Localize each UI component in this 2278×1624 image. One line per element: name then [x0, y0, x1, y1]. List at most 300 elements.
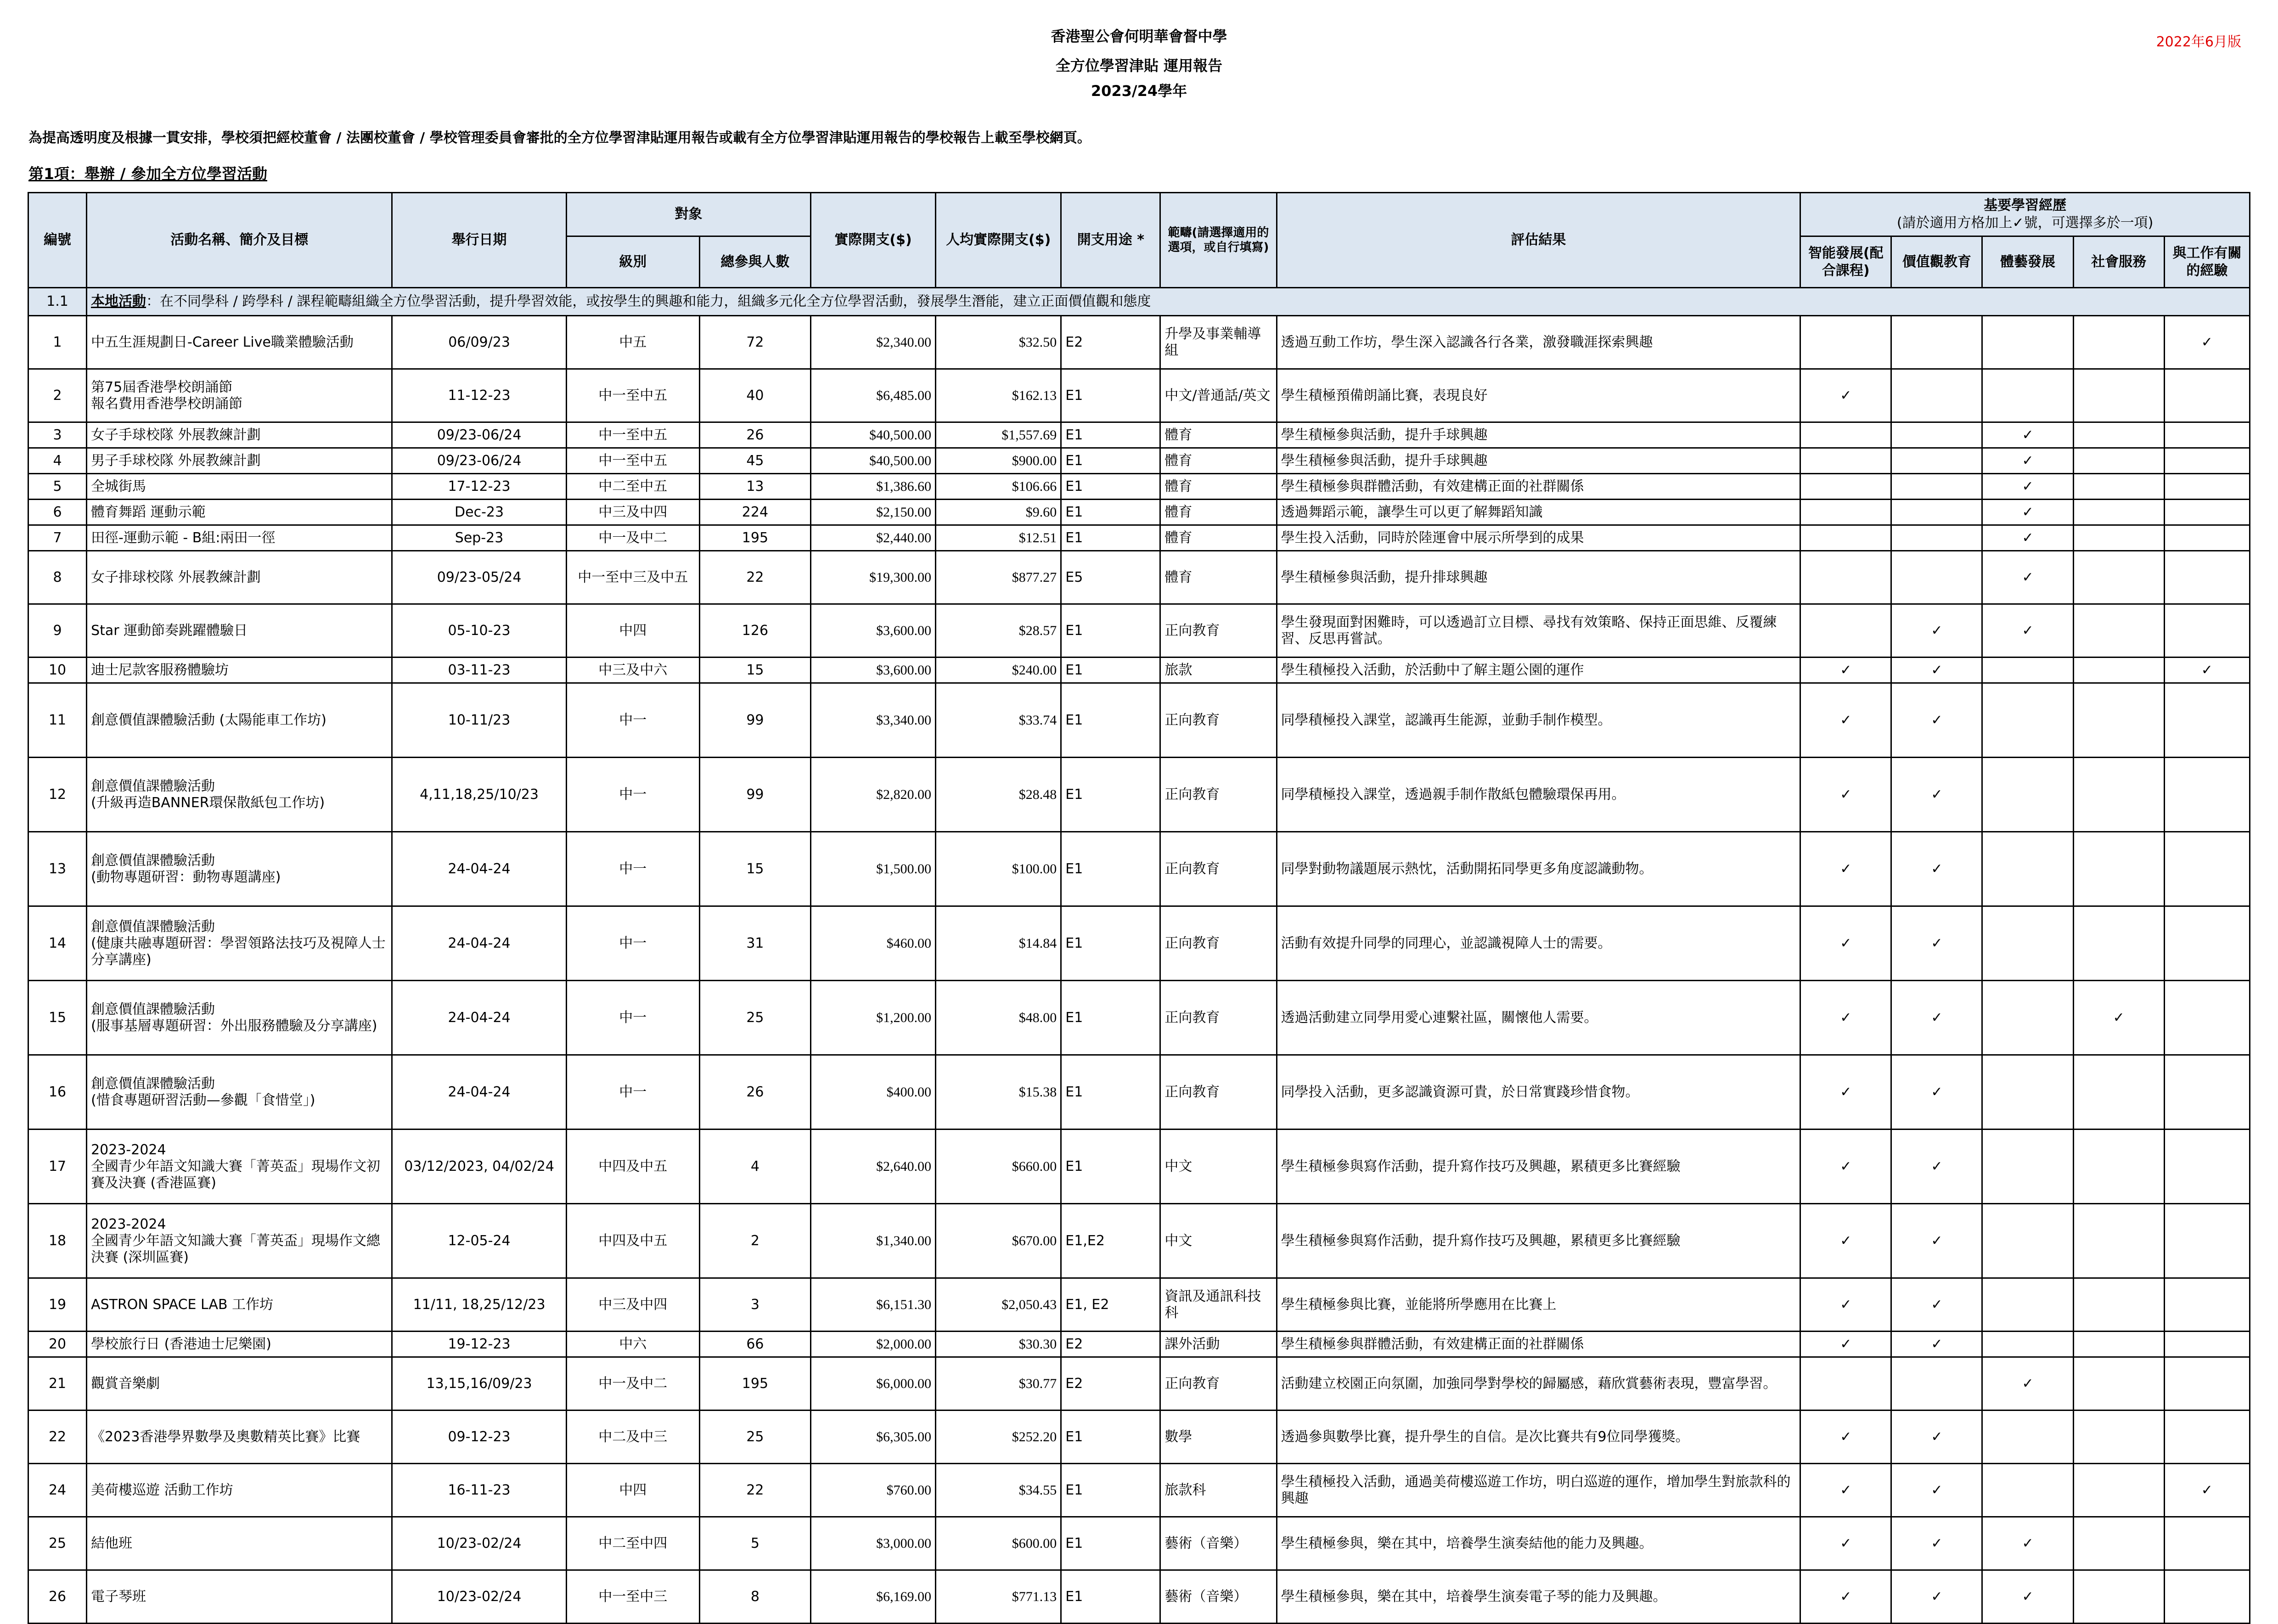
actual-expense: $6,305.00 [810, 1410, 935, 1464]
row-no: 2 [28, 369, 87, 422]
actual-expense: $6,169.00 [810, 1570, 935, 1624]
experience-4-cell [2073, 758, 2164, 832]
experience-5-cell [2164, 604, 2250, 657]
experience-4-cell [2073, 1517, 2164, 1570]
row-no: 11 [28, 683, 87, 758]
activity-date: 24-04-24 [392, 906, 566, 981]
row-no: 16 [28, 1055, 87, 1129]
experience-5-cell [2164, 683, 2250, 758]
experience-1-cell [1800, 1278, 1891, 1332]
experience-4-cell [2073, 657, 2164, 683]
table-row [28, 1332, 2250, 1357]
activity-domain: 課外活動 [1160, 1332, 1277, 1357]
row-no: 8 [28, 551, 87, 604]
per-head-expense: $162.13 [936, 369, 1061, 422]
activity-domain: 正向教育 [1160, 906, 1277, 981]
target-level: 中四 [566, 604, 699, 657]
activity-name: 男子手球校隊 外展教練計劃 [87, 448, 392, 474]
target-level: 中六 [566, 1332, 699, 1357]
experience-2-cell [1891, 1055, 1982, 1129]
experience-4-cell [2073, 474, 2164, 500]
experience-4-cell [2073, 525, 2164, 551]
participant-count: 72 [699, 316, 810, 369]
experience-5-cell [2164, 906, 2250, 981]
row-no: 19 [28, 1278, 87, 1332]
check-icon: ✓ [1931, 1428, 1943, 1445]
participant-count: 195 [699, 525, 810, 551]
evaluation-result: 透過舞蹈示範，讓學生可以更了解舞蹈知識 [1277, 500, 1800, 525]
col-evaluation: 評估結果 [1277, 193, 1800, 288]
experience-4-cell [2073, 369, 2164, 422]
target-level: 中一 [566, 906, 699, 981]
actual-expense: $2,000.00 [810, 1332, 935, 1357]
evaluation-result: 同學積極投入課堂，認識再生能源，並動手制作模型。 [1277, 683, 1800, 758]
experience-1-cell [1800, 1129, 1891, 1204]
participant-count: 3 [699, 1278, 810, 1332]
activity-date: 16-11-23 [392, 1464, 566, 1517]
report-title: 全方位學習津貼 運用報告 [1055, 57, 1223, 74]
activity-date: 09/23-06/24 [392, 448, 566, 474]
experience-3-cell [1982, 683, 2073, 758]
experience-2-cell [1891, 1464, 1982, 1517]
table-row [28, 369, 2250, 422]
per-head-expense: $33.74 [936, 683, 1061, 758]
activity-name: Star 運動節奏跳躍體驗日 [87, 604, 392, 657]
expense-purpose: E1 [1061, 525, 1160, 551]
activity-date: 10/23-02/24 [392, 1570, 566, 1624]
activity-date: 09-12-23 [392, 1410, 566, 1464]
experience-2-cell [1891, 474, 1982, 500]
experience-3-cell [1982, 1517, 2073, 1570]
experience-5-cell [2164, 474, 2250, 500]
actual-expense: $1,340.00 [810, 1204, 935, 1278]
participant-count: 26 [699, 422, 810, 448]
experience-5-cell [2164, 981, 2250, 1055]
expense-purpose: E1 [1061, 1129, 1160, 1204]
per-head-expense: $28.57 [936, 604, 1061, 657]
experience-3-cell [1982, 1129, 2073, 1204]
table-row [28, 1055, 2250, 1129]
row-no: 20 [28, 1332, 87, 1357]
section-no: 1.1 [28, 288, 87, 316]
per-head-expense: $600.00 [936, 1517, 1061, 1570]
row-no: 12 [28, 758, 87, 832]
activity-domain: 中文 [1160, 1129, 1277, 1204]
activity-domain: 中文 [1160, 1204, 1277, 1278]
check-icon: ✓ [1931, 786, 1943, 803]
experience-1-cell [1800, 448, 1891, 474]
experience-2-cell [1891, 1517, 1982, 1570]
evaluation-result: 學生積極預備朗誦比賽，表現良好 [1277, 369, 1800, 422]
experience-4-cell [2073, 906, 2164, 981]
experience-5-cell [2164, 1055, 2250, 1129]
activity-domain: 體育 [1160, 500, 1277, 525]
experience-1-cell [1800, 604, 1891, 657]
evaluation-result: 活動有效提升同學的同理心，並認識視障人士的需要。 [1277, 906, 1800, 981]
table-row [28, 1204, 2250, 1278]
table-row [28, 832, 2250, 906]
school-year: 2023/24學年 [1091, 82, 1187, 100]
check-icon: ✓ [1931, 1588, 1943, 1605]
experience-1-cell [1800, 981, 1891, 1055]
col-exp4: 社會服務 [2073, 236, 2164, 288]
experience-5-cell [2164, 1410, 2250, 1464]
activity-name: 田徑-運動示範 - B組:兩田一徑 [87, 525, 392, 551]
activity-name: 創意價值課體驗活動 (動物專題研習：動物專題講座) [87, 832, 392, 906]
evaluation-result: 學生積極參與活動，提升排球興趣 [1277, 551, 1800, 604]
table-row [28, 758, 2250, 832]
participant-count: 224 [699, 500, 810, 525]
experience-2-cell [1891, 683, 1982, 758]
experience-1-cell [1800, 1357, 1891, 1410]
actual-expense: $400.00 [810, 1055, 935, 1129]
expense-purpose: E1,E2 [1061, 1204, 1160, 1278]
activity-name: 創意價值課體驗活動 (健康共融專題研習：學習領路法技巧及視障人士分享講座) [87, 906, 392, 981]
check-icon: ✓ [1840, 786, 1852, 803]
evaluation-result: 活動建立校園正向氛圍，加強同學對學校的歸屬感，藉欣賞藝術表現，豐富學習。 [1277, 1357, 1800, 1410]
expense-purpose: E2 [1061, 316, 1160, 369]
activity-date: 11/11, 18,25/12/23 [392, 1278, 566, 1332]
activity-domain: 體育 [1160, 525, 1277, 551]
row-no: 6 [28, 500, 87, 525]
check-icon: ✓ [1840, 860, 1852, 877]
participant-count: 99 [699, 758, 810, 832]
activity-name: 第75屆香港學校朗誦節 報名費用香港學校朗誦節 [87, 369, 392, 422]
activity-name: 體育舞蹈 運動示範 [87, 500, 392, 525]
row-no: 1 [28, 316, 87, 369]
activity-domain: 數學 [1160, 1410, 1277, 1464]
target-level: 中一 [566, 1055, 699, 1129]
activity-name: 創意價值課體驗活動 (惜食專題研習活動—參觀「食惜堂」) [87, 1055, 392, 1129]
expense-purpose: E1 [1061, 369, 1160, 422]
activity-date: 24-04-24 [392, 1055, 566, 1129]
table-row [28, 1129, 2250, 1204]
experience-2-cell [1891, 551, 1982, 604]
activity-name: 全城街馬 [87, 474, 392, 500]
experience-3-cell [1982, 906, 2073, 981]
target-level: 中四及中五 [566, 1129, 699, 1204]
target-level: 中一及中二 [566, 525, 699, 551]
evaluation-result: 學生積極參與群體活動，有效建構正面的社群關係 [1277, 1332, 1800, 1357]
actual-expense: $2,440.00 [810, 525, 935, 551]
experience-1-cell [1800, 551, 1891, 604]
activity-domain: 體育 [1160, 448, 1277, 474]
expense-purpose: E1 [1061, 758, 1160, 832]
check-icon: ✓ [1840, 1588, 1852, 1605]
participant-count: 26 [699, 1055, 810, 1129]
check-icon: ✓ [1931, 1296, 1943, 1313]
activity-name: 美荷樓巡遊 活動工作坊 [87, 1464, 392, 1517]
actual-expense: $2,640.00 [810, 1129, 935, 1204]
target-level: 中二及中三 [566, 1410, 699, 1464]
activity-name: 創意價值課體驗活動 (升級再造BANNER環保散紙包工作坊) [87, 758, 392, 832]
col-activity: 活動名稱、簡介及目標 [87, 193, 392, 288]
section-desc [87, 288, 2250, 316]
expense-purpose: E1 [1061, 448, 1160, 474]
experience-5-cell [2164, 422, 2250, 448]
activity-date: 4,11,18,25/10/23 [392, 758, 566, 832]
per-head-expense: $100.00 [936, 832, 1061, 906]
experience-3-cell [1982, 500, 2073, 525]
experience-2-cell [1891, 1204, 1982, 1278]
check-icon: ✓ [2201, 334, 2213, 350]
check-icon: ✓ [1931, 622, 1943, 639]
actual-expense: $6,151.30 [810, 1278, 935, 1332]
actual-expense: $2,820.00 [810, 758, 935, 832]
check-icon: ✓ [2022, 1535, 2034, 1551]
activity-domain: 體育 [1160, 474, 1277, 500]
check-icon: ✓ [1840, 712, 1852, 728]
evaluation-result: 同學對動物議題展示熱忱，活動開拓同學更多角度認識動物。 [1277, 832, 1800, 906]
target-level: 中三及中六 [566, 657, 699, 683]
actual-expense: $1,200.00 [810, 981, 935, 1055]
activity-name: 中五生涯規劃日-Career Live職業體驗活動 [87, 316, 392, 369]
table-row [28, 657, 2250, 683]
col-exp3: 體藝發展 [1982, 236, 2073, 288]
evaluation-result: 同學積極投入課堂，透過親手制作散紙包體驗環保再用。 [1277, 758, 1800, 832]
experience-1-cell [1800, 832, 1891, 906]
participant-count: 31 [699, 906, 810, 981]
expense-purpose: E1 [1061, 832, 1160, 906]
activity-name: 學校旅行日 (香港迪士尼樂園) [87, 1332, 392, 1357]
experience-1-cell [1800, 1570, 1891, 1624]
table-row [28, 422, 2250, 448]
experience-2-cell [1891, 981, 1982, 1055]
participant-count: 25 [699, 1410, 810, 1464]
check-icon: ✓ [1931, 1482, 1943, 1498]
activity-table [28, 192, 2250, 1624]
evaluation-result: 學生發現面對困難時，可以透過訂立目標、尋找有效策略、保持正面思維、反覆練習、反思再嘗試。 [1277, 604, 1800, 657]
participant-count: 13 [699, 474, 810, 500]
target-level: 中一至中五 [566, 448, 699, 474]
check-icon: ✓ [2201, 1482, 2213, 1498]
check-icon: ✓ [1931, 662, 1943, 678]
experience-1-cell [1800, 369, 1891, 422]
experience-2-cell [1891, 525, 1982, 551]
activity-domain: 正向教育 [1160, 1055, 1277, 1129]
check-icon: ✓ [2022, 452, 2034, 469]
check-icon: ✓ [1931, 1084, 1943, 1100]
activity-date: Sep-23 [392, 525, 566, 551]
activity-date: 03-11-23 [392, 657, 566, 683]
experience-3-cell [1982, 832, 2073, 906]
check-icon: ✓ [1931, 1158, 1943, 1174]
actual-expense: $40,500.00 [810, 422, 935, 448]
per-head-expense: $9.60 [936, 500, 1061, 525]
experience-5-cell [2164, 369, 2250, 422]
evaluation-result: 學生投入活動，同時於陸運會中展示所學到的成果 [1277, 525, 1800, 551]
experience-4-cell [2073, 1278, 2164, 1332]
check-icon: ✓ [2022, 504, 2034, 520]
activity-date: 05-10-23 [392, 604, 566, 657]
experience-5-cell [2164, 657, 2250, 683]
row-no: 18 [28, 1204, 87, 1278]
experience-4-cell [2073, 683, 2164, 758]
activity-date: 17-12-23 [392, 474, 566, 500]
experience-3-cell [1982, 448, 2073, 474]
experience-1-cell [1800, 316, 1891, 369]
check-icon: ✓ [1840, 1084, 1852, 1100]
activity-domain: 體育 [1160, 422, 1277, 448]
activity-domain: 正向教育 [1160, 683, 1277, 758]
experience-2-cell [1891, 1332, 1982, 1357]
experience-1-cell [1800, 474, 1891, 500]
row-no: 4 [28, 448, 87, 474]
activity-domain: 資訊及通訊科技科 [1160, 1278, 1277, 1332]
table-row [28, 1570, 2250, 1624]
experience-3-cell [1982, 657, 2073, 683]
row-no: 3 [28, 422, 87, 448]
check-icon: ✓ [1931, 860, 1943, 877]
activity-date: 09/23-05/24 [392, 551, 566, 604]
experience-1-cell [1800, 1464, 1891, 1517]
participant-count: 8 [699, 1570, 810, 1624]
experience-3-cell [1982, 422, 2073, 448]
check-icon: ✓ [1840, 1482, 1852, 1498]
expense-purpose: E1 [1061, 1517, 1160, 1570]
per-head-expense: $30.30 [936, 1332, 1061, 1357]
activity-domain: 正向教育 [1160, 832, 1277, 906]
per-head-expense: $28.48 [936, 758, 1061, 832]
table-row [28, 448, 2250, 474]
evaluation-result: 學生積極參與，樂在其中，培養學生演奏電子琴的能力及興趣。 [1277, 1570, 1800, 1624]
evaluation-result: 學生積極參與活動，提升手球興趣 [1277, 448, 1800, 474]
evaluation-result: 學生積極投入活動，於活動中了解主題公園的運作 [1277, 657, 1800, 683]
target-level: 中三及中四 [566, 1278, 699, 1332]
experience-3-cell [1982, 1332, 2073, 1357]
experience-4-cell [2073, 551, 2164, 604]
table-row [28, 604, 2250, 657]
expense-purpose: E1 [1061, 1055, 1160, 1129]
activity-date: 24-04-24 [392, 981, 566, 1055]
activity-name: 觀賞音樂劇 [87, 1357, 392, 1410]
experience-5-cell [2164, 1129, 2250, 1204]
per-head-expense: $877.27 [936, 551, 1061, 604]
experience-5-cell [2164, 1332, 2250, 1357]
actual-expense: $3,600.00 [810, 604, 935, 657]
target-level: 中二至中五 [566, 474, 699, 500]
exp-group-note: (請於適用方格加上✓號，可選擇多於一項) [1896, 215, 2154, 231]
target-level: 中一至中五 [566, 369, 699, 422]
activity-date: 13,15,16/09/23 [392, 1357, 566, 1410]
row-no: 17 [28, 1129, 87, 1204]
expense-purpose: E1 [1061, 1410, 1160, 1464]
row-no: 25 [28, 1517, 87, 1570]
target-level: 中四 [566, 1464, 699, 1517]
table-row [28, 981, 2250, 1055]
expense-purpose: E1 [1061, 604, 1160, 657]
expense-purpose: E1 [1061, 657, 1160, 683]
section-text: ：在不同學科 / 跨學科 / 課程範疇組織全方位學習活動，提升學習效能，或按學生的興趣和能力，組織多元化全方位學習活動，發展學生潛能，建立正面價值觀和態度 [146, 293, 1151, 309]
participant-count: 22 [699, 1464, 810, 1517]
actual-expense: $3,340.00 [810, 683, 935, 758]
experience-4-cell [2073, 422, 2164, 448]
experience-3-cell [1982, 1410, 2073, 1464]
activity-date: 19-12-23 [392, 1332, 566, 1357]
table-row [28, 1464, 2250, 1517]
check-icon: ✓ [1840, 1158, 1852, 1174]
table-row [28, 551, 2250, 604]
experience-3-cell [1982, 1278, 2073, 1332]
activity-name: ASTRON SPACE LAB 工作坊 [87, 1278, 392, 1332]
experience-5-cell [2164, 551, 2250, 604]
col-exp-group [1800, 193, 2250, 236]
per-head-expense: $240.00 [936, 657, 1061, 683]
expense-purpose: E5 [1061, 551, 1160, 604]
activity-date: 06/09/23 [392, 316, 566, 369]
evaluation-result: 學生積極參與寫作活動，提升寫作技巧及興趣，累積更多比賽經驗 [1277, 1204, 1800, 1278]
experience-1-cell [1800, 1517, 1891, 1570]
expense-purpose: E1 [1061, 500, 1160, 525]
experience-2-cell [1891, 832, 1982, 906]
row-no: 13 [28, 832, 87, 906]
experience-5-cell [2164, 1464, 2250, 1517]
row-no: 26 [28, 1570, 87, 1624]
per-head-expense: $900.00 [936, 448, 1061, 474]
activity-date: 12-05-24 [392, 1204, 566, 1278]
expense-purpose: E2 [1061, 1332, 1160, 1357]
check-icon: ✓ [1840, 1535, 1852, 1551]
check-icon: ✓ [2022, 569, 2034, 585]
experience-4-cell [2073, 604, 2164, 657]
target-level: 中一 [566, 683, 699, 758]
experience-5-cell [2164, 832, 2250, 906]
activity-name: 結他班 [87, 1517, 392, 1570]
activity-date: 09/23-06/24 [392, 422, 566, 448]
upload-notice: 為提高透明度及根據一貫安排，學校須把經校董會 / 法團校董會 / 學校管理委員會審批的全方位學習津貼運用報告或載有全方位學習津貼運用報告的學校報告上載至學校網頁。 [28, 130, 1091, 146]
expense-purpose: E1 [1061, 683, 1160, 758]
per-head-expense: $32.50 [936, 316, 1061, 369]
actual-expense: $2,340.00 [810, 316, 935, 369]
target-level: 中一至中五 [566, 422, 699, 448]
col-exp2: 價值觀教育 [1891, 236, 1982, 288]
check-icon: ✓ [1840, 1296, 1852, 1313]
experience-1-cell [1800, 1332, 1891, 1357]
actual-expense: $6,485.00 [810, 369, 935, 422]
actual-expense: $1,386.60 [810, 474, 935, 500]
per-head-expense: $2,050.43 [936, 1278, 1061, 1332]
per-head-expense: $1,557.69 [936, 422, 1061, 448]
evaluation-result: 學生積極參與活動，提升手球興趣 [1277, 422, 1800, 448]
activity-date: 10-11/23 [392, 683, 566, 758]
row-no: 9 [28, 604, 87, 657]
row-no: 5 [28, 474, 87, 500]
experience-5-cell [2164, 316, 2250, 369]
experience-2-cell [1891, 657, 1982, 683]
experience-3-cell [1982, 1570, 2073, 1624]
actual-expense: $3,000.00 [810, 1517, 935, 1570]
experience-3-cell [1982, 758, 2073, 832]
check-icon: ✓ [2022, 622, 2034, 639]
experience-4-cell [2073, 981, 2164, 1055]
experience-2-cell [1891, 1570, 1982, 1624]
per-head-expense: $30.77 [936, 1357, 1061, 1410]
experience-5-cell [2164, 448, 2250, 474]
experience-2-cell [1891, 1278, 1982, 1332]
experience-2-cell [1891, 1410, 1982, 1464]
experience-2-cell [1891, 369, 1982, 422]
expense-purpose: E1 [1061, 1570, 1160, 1624]
experience-4-cell [2073, 1570, 2164, 1624]
participant-count: 45 [699, 448, 810, 474]
check-icon: ✓ [1931, 1009, 1943, 1026]
experience-4-cell [2073, 1357, 2164, 1410]
experience-3-cell [1982, 474, 2073, 500]
per-head-expense: $771.13 [936, 1570, 1061, 1624]
table-body [28, 288, 2250, 1624]
col-no: 編號 [28, 193, 87, 288]
per-head-expense: $15.38 [936, 1055, 1061, 1129]
